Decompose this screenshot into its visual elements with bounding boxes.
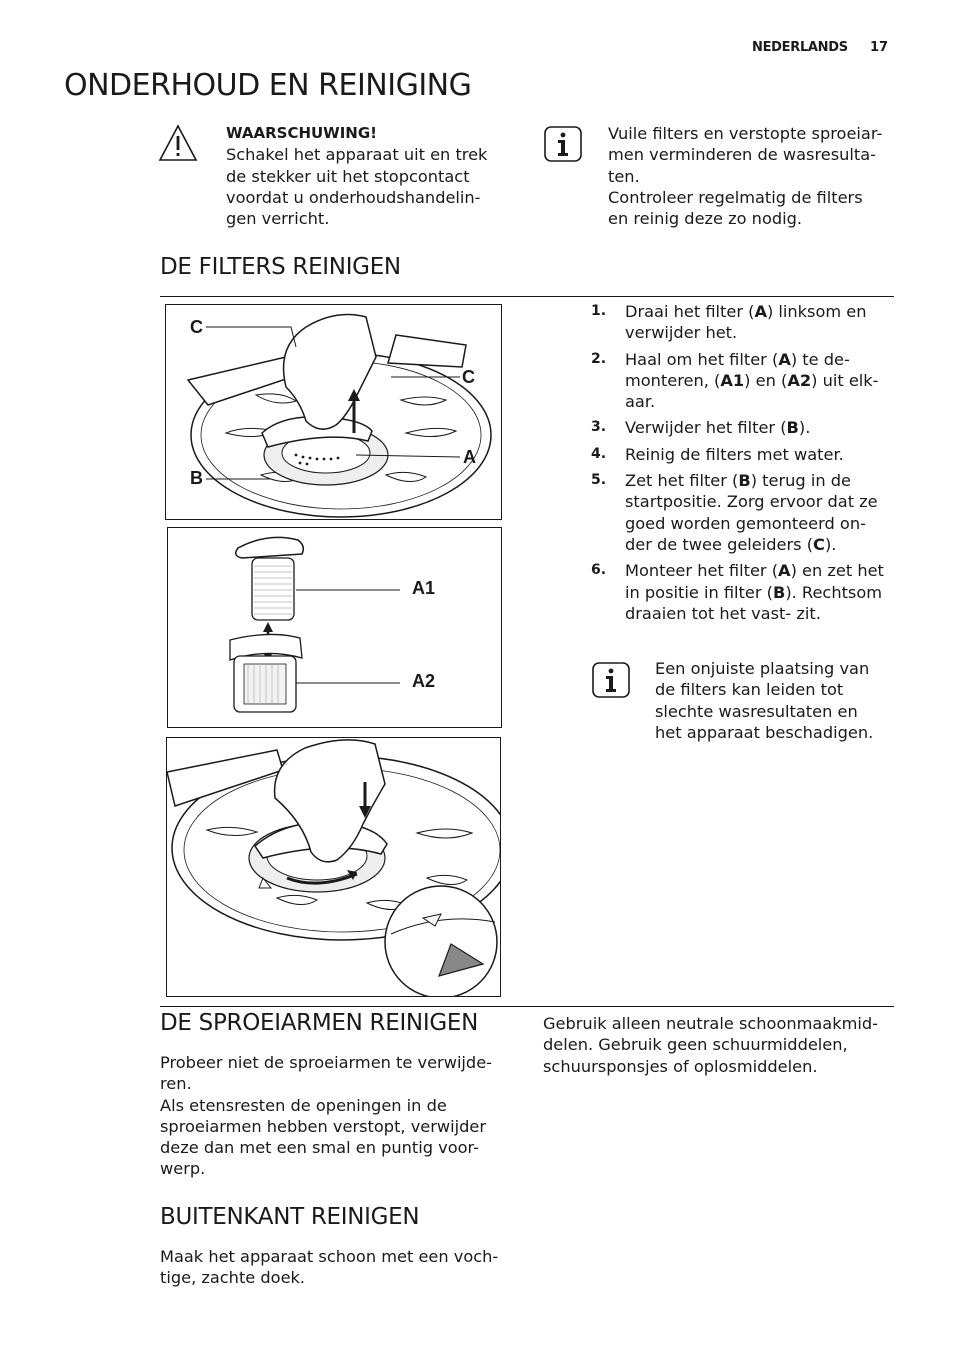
- step-ref-letter: A: [754, 302, 767, 321]
- warning-line: voordat u onderhoudshandelin-: [226, 187, 481, 207]
- callout-c-left: C: [190, 317, 203, 337]
- step-number: 3.: [591, 419, 607, 436]
- step-text: ).: [824, 534, 837, 554]
- step-ref-letter: A: [778, 561, 791, 581]
- step-ref-letter: A: [778, 349, 791, 369]
- step-ref-letter: B: [772, 582, 786, 602]
- page-title: ONDERHOUD EN REINIGING: [64, 68, 472, 103]
- note-line: de filters kan leiden tot: [655, 680, 844, 700]
- step-ref-letter: B: [738, 471, 751, 491]
- step-text: Verwijder het filter (: [625, 418, 787, 438]
- info-line: ten.: [608, 166, 640, 186]
- exterior-line: Maak het apparaat schoon met een voch-: [160, 1247, 499, 1266]
- warning-text: [226, 123, 516, 229]
- steps-list: [591, 301, 891, 624]
- exterior-line: tige, zachte doek.: [160, 1268, 306, 1288]
- section-divider: [160, 296, 894, 297]
- note-line: het apparaat beschadigen.: [655, 722, 874, 742]
- step-ref-letter: B: [786, 418, 799, 438]
- step-number: 5.: [591, 472, 607, 489]
- step-item: [591, 444, 891, 465]
- spray-line: sproeiarmen hebben verstopt, verwijder: [160, 1116, 487, 1136]
- step-number: 4.: [591, 445, 607, 462]
- exterior-heading: BUITENKANT REINIGEN: [160, 1204, 420, 1230]
- spray-arms-text: [160, 1052, 520, 1180]
- filters-heading: DE FILTERS REINIGEN: [160, 254, 401, 280]
- warning-line: de stekker uit het stopcontact: [226, 166, 470, 186]
- step-text: Haal om het filter (: [625, 349, 779, 369]
- exterior-right-text: [543, 1013, 903, 1077]
- step-text: ) linksom en verwijder het.: [625, 302, 867, 343]
- warning-line: Schakel het apparaat uit en trek: [226, 145, 488, 165]
- note-line: slechte wasresultaten en: [655, 701, 858, 721]
- step-ref-letter: A1: [720, 370, 745, 390]
- page-number: 17: [870, 40, 889, 55]
- spray-line: ren.: [160, 1074, 192, 1094]
- step-number: 6.: [591, 562, 607, 579]
- step-number: 1.: [591, 303, 607, 319]
- info-top-text: [608, 123, 908, 229]
- spray-arms-heading: DE SPROEIARMEN REINIGEN: [160, 1010, 478, 1036]
- section-divider: [160, 1006, 894, 1007]
- filter-steps: [591, 301, 891, 629]
- exterior-right-line: delen. Gebruik geen schuurmiddelen,: [543, 1035, 848, 1055]
- note-line: Een onjuiste plaatsing van: [655, 659, 870, 678]
- warning-line: gen verricht.: [226, 209, 330, 229]
- exterior-right-line: schuursponsjes of oplosmiddelen.: [543, 1056, 818, 1076]
- step-item: [591, 349, 891, 413]
- step-text: ) uit elk- aar.: [625, 370, 879, 412]
- info-line: men verminderen de wasresulta-: [608, 145, 876, 165]
- exterior-text: [160, 1246, 520, 1289]
- info-icon: [544, 126, 582, 162]
- info-icon: [592, 662, 630, 698]
- step-text: ). Rechtsom draaien tot het vast- zit.: [625, 582, 883, 623]
- callout-a2: A2: [412, 671, 436, 691]
- step-text: ) en (: [744, 370, 788, 390]
- step-text: Draai het filter (: [625, 302, 755, 321]
- step-item: [591, 470, 891, 555]
- callout-c-right: C: [462, 367, 475, 387]
- step-text: ).: [798, 418, 811, 438]
- step-text: Monteer het filter (: [625, 561, 779, 581]
- info-line: en reinig deze zo nodig.: [608, 209, 803, 229]
- warning-triangle-icon: [158, 124, 198, 162]
- step-text: Zet het filter (: [625, 471, 739, 491]
- info-line: Vuile filters en verstopte sproeiar-: [608, 124, 883, 143]
- step-text: ) terug in de startpositie. Zorg ervoor dat ze goed worden gemonteerd on- der de twee geleiders (: [625, 471, 878, 554]
- step-text: ) te de- monteren, (: [625, 349, 850, 390]
- step-ref-letter: A2: [787, 370, 812, 390]
- filter-removal-illustration: [165, 304, 502, 520]
- spray-line: Probeer niet de sproeiarmen te verwijde-: [160, 1053, 493, 1072]
- callout-a: A: [463, 447, 476, 467]
- step-text: ) en zet het in positie in filter (: [625, 561, 884, 602]
- step-number: 2.: [591, 350, 607, 367]
- filters-info-note: [655, 658, 895, 743]
- filter-disassembly-illustration: [167, 527, 502, 728]
- spray-line: werp.: [160, 1159, 206, 1179]
- callout-b: B: [190, 468, 203, 488]
- step-text: Reinig de filters met water.: [625, 444, 844, 464]
- step-ref-letter: C: [813, 534, 825, 554]
- filter-installation-illustration: [166, 737, 501, 997]
- callout-a1: A1: [412, 578, 436, 598]
- exterior-right-line: Gebruik alleen neutrale schoonmaakmid-: [543, 1014, 878, 1033]
- info-line: Controleer regelmatig de filters: [608, 187, 863, 207]
- spray-line: Als etensresten de openingen in de: [160, 1095, 447, 1115]
- warning-heading: WAARSCHUWING!: [226, 124, 378, 142]
- step-item: [591, 301, 891, 344]
- header-language: NEDERLANDS: [752, 40, 848, 55]
- spray-line: deze dan met een smal en puntig voor-: [160, 1138, 480, 1158]
- step-item: [591, 417, 891, 438]
- step-item: [591, 560, 891, 624]
